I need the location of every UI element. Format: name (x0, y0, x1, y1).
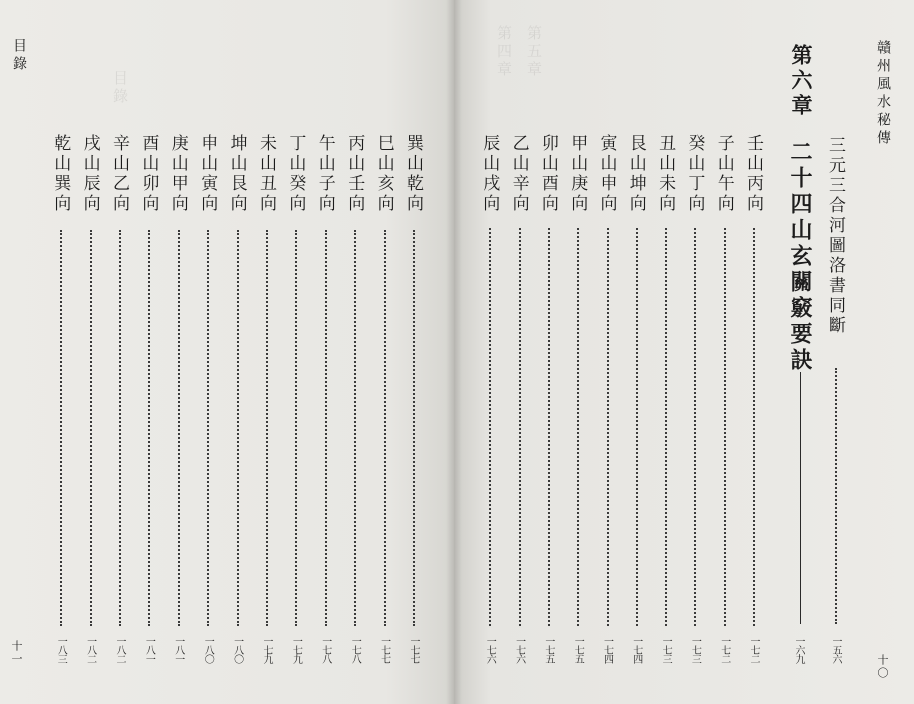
toc-entry-title: 戌山辰向 (79, 134, 100, 214)
toc-entry-title: 坤山艮向 (226, 134, 247, 214)
toc-entry-title: 丑山未向 (655, 134, 676, 214)
book-gutter (446, 0, 462, 704)
leader-dots (636, 228, 638, 626)
leader-dots (665, 228, 667, 626)
toc-entry-title: 癸山丁向 (684, 134, 705, 214)
leader-dots (237, 230, 239, 626)
running-head-left: 目錄 (11, 38, 27, 74)
section-page: 一六九 (793, 636, 804, 663)
toc-entry-title: 甲山庚向 (567, 134, 588, 214)
toc-entry-title: 壬山丙向 (743, 134, 763, 214)
toc-entry-page: 一五六 (830, 636, 841, 663)
toc-entry-title: 申山寅向 (197, 134, 218, 214)
leader-dots (753, 228, 755, 626)
page-number-right: 十〇 (876, 654, 889, 680)
toc-entry-title: 未山丑向 (256, 134, 276, 214)
toc-entry-page: 一七八 (349, 636, 361, 663)
leader-dots (354, 230, 356, 626)
chapter-title: 第六章 (789, 44, 814, 119)
toc-entry-page: 一七八 (319, 636, 331, 663)
toc-entry-title: 寅山申向 (596, 134, 617, 214)
toc-entry-title: 乾山巽向 (50, 134, 71, 214)
leader-dots (295, 230, 297, 626)
toc-entry-page: 一七七 (408, 636, 419, 663)
toc-entry-page: 一七三 (660, 636, 672, 663)
toc-entry-title: 三元三合河圖洛書同斷 (825, 136, 845, 336)
leader-dots (577, 228, 579, 626)
toc-entry-title: 辰山戌向 (479, 134, 500, 214)
toc-entry-page: 一八二 (84, 636, 96, 663)
toc-entry-title: 酉山卯向 (138, 134, 159, 214)
toc-entry-page: 一七六 (484, 636, 496, 663)
toc-entry-page: 一七二 (718, 636, 730, 663)
toc-entry-title: 子山午向 (713, 134, 734, 214)
toc-entry-page: 一八二 (114, 636, 125, 663)
section-title: 二十四山玄關竅要訣 (787, 140, 813, 374)
toc-entry-page: 一七七 (378, 636, 390, 663)
toc-entry-title: 艮山坤向 (625, 134, 646, 214)
leader-dots (835, 368, 837, 624)
left-page (0, 0, 454, 704)
toc-entry-page: 一八一 (143, 636, 155, 663)
leader-dots (90, 230, 92, 626)
leader-dots (519, 228, 521, 626)
toc-entry-title: 午山子向 (314, 134, 335, 214)
leader-dots (266, 230, 268, 626)
toc-entry-page: 一八〇 (202, 636, 214, 663)
toc-entry-page: 一七二 (748, 636, 759, 663)
leader-dots (489, 228, 491, 626)
toc-entry-page: 一七四 (630, 636, 642, 663)
toc-entry-title: 丙山壬向 (344, 134, 365, 214)
toc-entry-page: 一七九 (290, 636, 302, 663)
section-rule (800, 372, 801, 624)
bleed-through-text: 第五章 (525, 25, 543, 79)
toc-entry-title: 乙山辛向 (508, 134, 529, 214)
leader-dots (384, 230, 386, 626)
running-head-right: 贛州風水秘傳 (875, 40, 891, 148)
bleed-through-text: 目錄 (111, 70, 129, 106)
leader-dots (548, 228, 550, 626)
leader-dots (119, 230, 121, 626)
leader-dots (178, 230, 180, 626)
leader-dots (413, 230, 415, 626)
leader-dots (325, 230, 327, 626)
right-page (454, 0, 914, 704)
bleed-through-text: 第四章 (495, 25, 513, 79)
toc-entry-page: 一七六 (513, 636, 525, 663)
toc-entry-page: 一七五 (572, 636, 584, 663)
toc-entry-page: 一七四 (601, 636, 613, 663)
toc-entry-title: 巳山亥向 (373, 134, 394, 214)
leader-dots (207, 230, 209, 626)
toc-entry-title: 庚山甲向 (167, 134, 188, 214)
toc-entry-title: 巽山乾向 (403, 134, 423, 214)
leader-dots (148, 230, 150, 626)
leader-dots (724, 228, 726, 626)
leader-dots (60, 230, 62, 626)
toc-entry-page: 一七三 (689, 636, 701, 663)
leader-dots (694, 228, 696, 626)
toc-entry-page: 一七五 (542, 636, 554, 663)
toc-entry-page: 一八〇 (231, 636, 243, 663)
toc-entry-title: 丁山癸向 (285, 134, 306, 214)
page-number-left: 十一 (10, 640, 23, 666)
leader-dots (607, 228, 609, 626)
toc-entry-page: 一八三 (55, 636, 67, 663)
toc-entry-title: 卯山酉向 (537, 134, 558, 214)
toc-entry-page: 一七九 (261, 636, 272, 663)
toc-entry-page: 一八一 (172, 636, 184, 663)
toc-entry-title: 辛山乙向 (109, 134, 129, 214)
